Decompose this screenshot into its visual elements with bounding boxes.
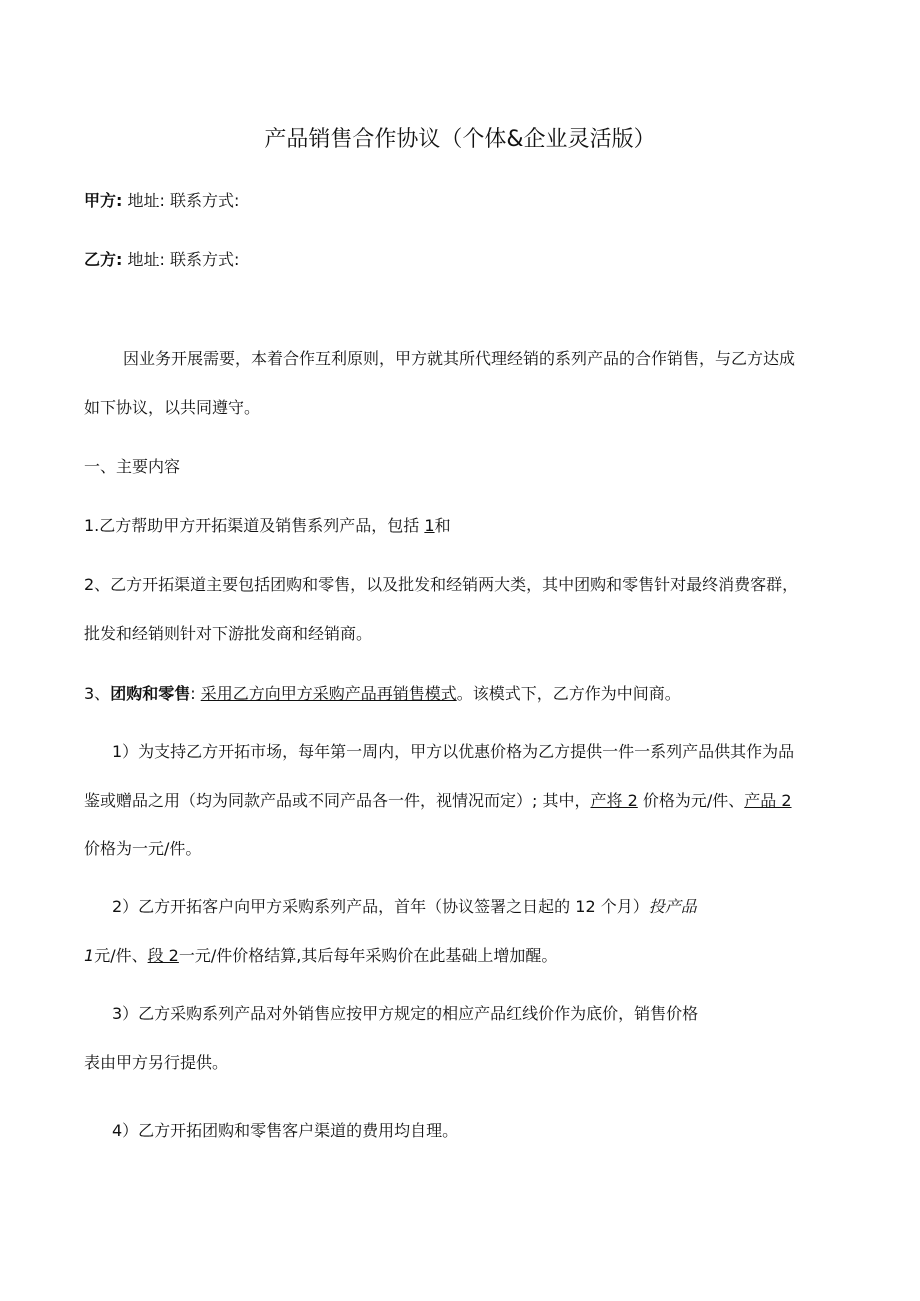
item-3 xyxy=(84,683,681,705)
sub-1-underlined-1: 产将 2 xyxy=(590,791,638,810)
sub-3-line-1: 3）乙方采购系列产品对外销售应按甲方规定的相应产品红线价作为底价，销售价格 xyxy=(112,1004,699,1023)
sub-2-line-1-italic: 投产品 xyxy=(648,897,697,916)
item-1-underlined: 1 xyxy=(424,516,435,535)
item-3-prefix: 3、 xyxy=(84,684,111,703)
item-1 xyxy=(84,515,451,537)
item-3-underlined: 采用乙方向甲方采购产品再销售模式 xyxy=(200,684,457,703)
sub-3-line-2: 表由甲方另行提供。 xyxy=(84,1053,229,1072)
party-b-details: 地址: 联系方式: xyxy=(122,250,240,269)
section-heading: 一、主要内容 xyxy=(84,457,181,476)
item-1-text: 1.乙方帮助甲方开拓渠道及销售系列产品，包括 xyxy=(84,516,420,535)
item-3-bold: 团购和零售 xyxy=(110,684,191,703)
sub-2-line-2 xyxy=(84,945,557,967)
party-b-label: 乙方: xyxy=(84,250,123,269)
intro-line-1: 因业务开展需要，本着合作互利原则，甲方就其所代理经销的系列产品的合作销售，与乙方达成 xyxy=(123,349,796,368)
sub-2-line-2-italic: 1 xyxy=(84,946,95,965)
party-b-line xyxy=(84,249,239,271)
item-1-tail: 和 xyxy=(434,516,451,535)
sub-2-line-1 xyxy=(112,896,697,918)
sub-1-line-1: 1）为支持乙方开拓市场，每年第一周内，甲方以优惠价格为乙方提供一件一系列产品供其作为品 xyxy=(112,742,795,761)
document-title: 产品销售合作协议（个体&企业灵活版） xyxy=(264,127,656,152)
item-3-colon: : xyxy=(190,684,201,703)
sub-1-line-2-a: 鉴或赠品之用（均为同款产品或不同产品各一件，视情况而定）; 其中， xyxy=(84,791,591,810)
sub-1-line-2-b: 价格为元/件、 xyxy=(637,791,745,810)
sub-1-line-3: 价格为一元/件。 xyxy=(84,839,202,858)
sub-1-line-2 xyxy=(84,790,792,812)
intro-line-2: 如下协议，以共同遵守。 xyxy=(84,398,261,417)
item-2-line-1: 2、乙方开拓渠道主要包括团购和零售，以及批发和经销两大类，其中团购和零售针对最终消费客群， xyxy=(84,575,799,594)
sub-2-line-2-a: 元/件、 xyxy=(94,946,148,965)
party-a-line xyxy=(84,190,239,212)
item-2-line-2: 批发和经销则针对下游批发商和经销商。 xyxy=(84,624,373,643)
sub-2-line-2-b: 一元/件价格结算,其后每年采购价在此基础上增加醒。 xyxy=(178,946,558,965)
party-a-details: 地址: 联系方式: xyxy=(122,191,240,210)
sub-2-underlined: 段 2 xyxy=(147,946,179,965)
party-a-label: 甲方: xyxy=(84,191,123,210)
sub-1-underlined-2: 产品 2 xyxy=(744,791,792,810)
item-3-tail: 。该模式下，乙方作为中间商。 xyxy=(456,684,681,703)
sub-4-line-1: 4）乙方开拓团购和零售客户渠道的费用均自理。 xyxy=(112,1121,459,1140)
sub-2-line-1-a: 2）乙方开拓客户向甲方采购系列产品，首年（协议签署之日起的 12 个月） xyxy=(112,897,649,916)
